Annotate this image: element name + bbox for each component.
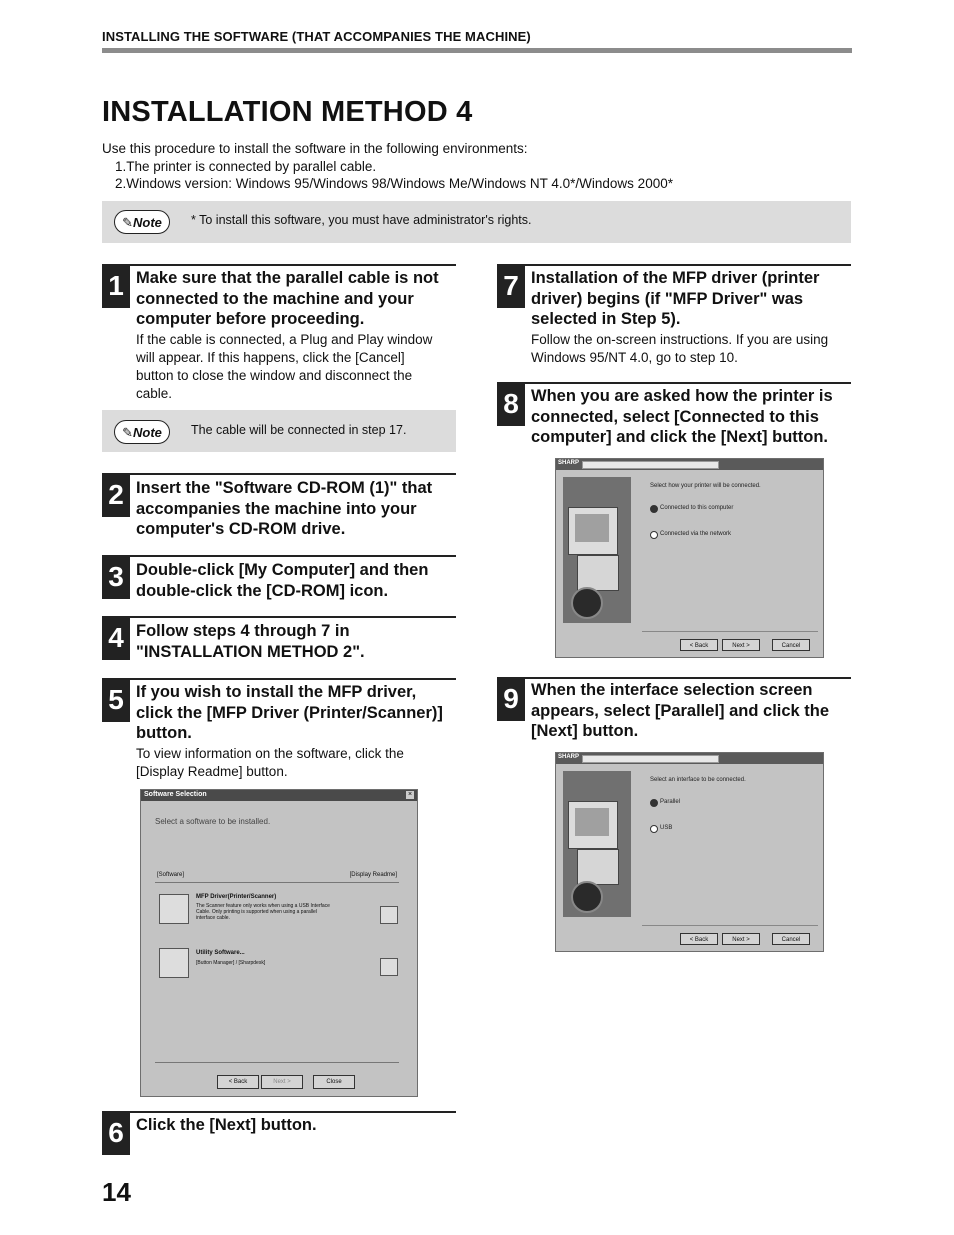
divider (155, 882, 399, 883)
note-box-admin (102, 201, 851, 243)
window-titlebar (556, 459, 823, 470)
column-software: [Software] (157, 872, 185, 878)
title-line: driver) begins (if "MFP Driver" was (531, 289, 804, 308)
option-parallel: Parallel (660, 799, 681, 805)
desc-line: Follow the on-screen instructions. If you are using (531, 332, 829, 347)
divider (642, 631, 818, 632)
cd-icon (571, 881, 603, 913)
step-rule (102, 264, 456, 266)
desc-line: interface cable. (196, 915, 230, 921)
step-2-title (136, 478, 432, 540)
window-titlebar (141, 790, 417, 801)
readme-icon (380, 906, 398, 924)
title-line: Click the [Next] button. (136, 1116, 317, 1134)
radio-selected-icon (650, 799, 658, 807)
intro-item-1: 1.The printer is connected by parallel cable. (115, 158, 377, 174)
desc-line: Windows 95/NT 4.0, go to step 10. (531, 350, 738, 365)
desc-line: cable. (136, 386, 173, 401)
step-number: 5 (102, 680, 130, 722)
desc-line: If the cable is connected, a Plug and Play window (136, 332, 433, 347)
title-line: If you wish to install the MFP driver, (136, 683, 417, 701)
divider (642, 925, 818, 926)
desc-line: Cable. Only printing is supported when using a parallel (196, 909, 317, 915)
note-pencil-icon: ✎ (122, 215, 133, 230)
header-rule (102, 48, 852, 53)
title-line: When the interface selection screen (531, 681, 813, 699)
step-1-desc (136, 331, 432, 403)
page-number: 14 (102, 1177, 131, 1207)
running-header: INSTALLING THE SOFTWARE (THAT ACCOMPANIES THE MACHINE) (102, 29, 531, 44)
cd-icon (571, 587, 603, 619)
item-mfp-name: MFP Driver(Printer/Scanner) (196, 894, 277, 900)
step-rule (497, 677, 851, 679)
step-rule (102, 678, 456, 680)
next-button: Next > (722, 639, 760, 651)
title-line: button. (136, 724, 192, 742)
title-line: "INSTALLATION METHOD 2". (136, 642, 365, 661)
note-text: * To install this software, you must have administrator's rights. (191, 213, 532, 227)
intro-item-2: 2.Windows version: Windows 95/Windows 98/Windows Me/Windows NT 4.0*/Windows 2000* (115, 176, 673, 191)
side-graphic (563, 477, 631, 623)
step-5-desc (136, 745, 404, 781)
option-connected-computer: Connected to this computer (660, 505, 734, 511)
interface-dialog-screenshot (555, 752, 824, 952)
monitor-icon (568, 507, 618, 555)
back-button: < Back (217, 1075, 259, 1089)
next-button: Next > (722, 933, 760, 945)
item-utility-desc: [Button Manager] / [Sharpdesk] (196, 960, 266, 966)
title-field (582, 461, 719, 469)
title-line: accompanies the machine into your (136, 499, 417, 518)
title-line: click the [MFP Driver (Printer/Scanner)] (136, 703, 443, 722)
dialog-heading: Select a software to be installed. (155, 817, 271, 826)
title-field (582, 755, 719, 763)
window-title: Software Selection (144, 791, 207, 798)
note-label: Note (133, 425, 162, 440)
title-line: Follow steps 4 through 7 in (136, 622, 350, 640)
back-button: < Back (680, 639, 718, 651)
step-7-title (531, 268, 819, 330)
step-1-title (136, 268, 439, 330)
radio-icon (650, 531, 658, 539)
step-rule (497, 382, 851, 384)
step-3-title (136, 560, 428, 601)
title-line: appears, select [Parallel] and click the (531, 701, 830, 720)
step-rule (497, 264, 851, 266)
title-line: Make sure that the parallel cable is not (136, 269, 439, 287)
title-line: selected in Step 5). (531, 310, 681, 328)
note-box-cable (102, 410, 456, 452)
step-number: 4 (102, 618, 130, 660)
item-mfp-desc (196, 903, 330, 921)
step-number: 8 (497, 384, 525, 426)
step-8-title (531, 386, 833, 448)
note-pencil-icon: ✎ (122, 425, 133, 440)
title-line: Double-click [My Computer] and then (136, 561, 429, 579)
step-6-title (136, 1115, 317, 1136)
readme-icon (380, 958, 398, 976)
computer-icon (577, 555, 619, 591)
step-rule (102, 473, 456, 475)
title-line: Installation of the MFP driver (printer (531, 269, 820, 287)
brand-label: SHARP (558, 460, 580, 466)
step-number: 7 (497, 266, 525, 308)
radio-icon (650, 825, 658, 833)
title-line: computer] and click the [Next] button. (531, 428, 829, 446)
desc-line: The Scanner feature only works when using a USB Interface (196, 903, 330, 909)
step-number: 9 (497, 679, 525, 721)
step-rule (102, 616, 456, 618)
step-number: 6 (102, 1113, 130, 1155)
cancel-button: Cancel (772, 933, 810, 945)
title-line: Insert the "Software CD-ROM (1)" that (136, 479, 433, 497)
radio-selected-icon (650, 505, 658, 513)
intro (102, 140, 673, 193)
step-7-desc (531, 331, 828, 367)
utility-software-icon (159, 948, 189, 978)
column-readme: [Display Readme] (349, 872, 397, 878)
dialog-prompt: Select how your printer will be connected. (650, 483, 761, 489)
title-line: computer before proceeding. (136, 310, 365, 328)
intro-lead: Use this procedure to install the software in the following environments: (102, 141, 528, 156)
software-selection-screenshot (140, 789, 418, 1097)
note-label: Note (133, 215, 162, 230)
step-4-title (136, 621, 365, 662)
title-line: connected, select [Connected to this (531, 407, 819, 426)
step-number: 1 (102, 266, 130, 308)
computer-icon (577, 849, 619, 885)
window-titlebar (556, 753, 823, 764)
step-number: 2 (102, 475, 130, 517)
step-rule (102, 555, 456, 557)
option-connected-network: Connected via the network (660, 531, 732, 537)
desc-line: [Display Readme] button. (136, 764, 288, 779)
step-number: 3 (102, 557, 130, 599)
side-graphic (563, 771, 631, 917)
title-line: double-click the [CD-ROM] icon. (136, 581, 389, 600)
title-line: When you are asked how the printer is (531, 387, 833, 405)
title-line: connected to the machine and your (136, 289, 414, 308)
connection-dialog-screenshot (555, 458, 824, 658)
title-line: [Next] button. (531, 722, 639, 740)
page-title: INSTALLATION METHOD 4 (102, 96, 473, 128)
desc-line: button to close the window and disconnect the (136, 368, 413, 383)
cancel-button: Cancel (772, 639, 810, 651)
mfp-driver-icon (159, 894, 189, 924)
close-button: Close (313, 1075, 355, 1089)
note-badge (114, 420, 170, 444)
brand-label: SHARP (558, 754, 580, 760)
dialog-prompt: Select an interface to be connected. (650, 777, 746, 783)
note-badge (114, 210, 170, 234)
desc-line: To view information on the software, click the (136, 746, 404, 761)
title-line: computer's CD-ROM drive. (136, 520, 346, 538)
desc-line: will appear. If this happens, click the [Cancel] (136, 350, 405, 365)
item-utility-name: Utility Software... (196, 950, 245, 956)
close-icon: × (407, 791, 413, 798)
step-rule (102, 1111, 456, 1113)
option-usb: USB (660, 825, 673, 831)
step-9-title (531, 680, 829, 742)
next-button: Next > (261, 1075, 303, 1089)
back-button: < Back (680, 933, 718, 945)
note-text: The cable will be connected in step 17. (191, 423, 407, 437)
monitor-icon (568, 801, 618, 849)
step-5-title (136, 682, 443, 744)
divider (155, 1062, 399, 1063)
